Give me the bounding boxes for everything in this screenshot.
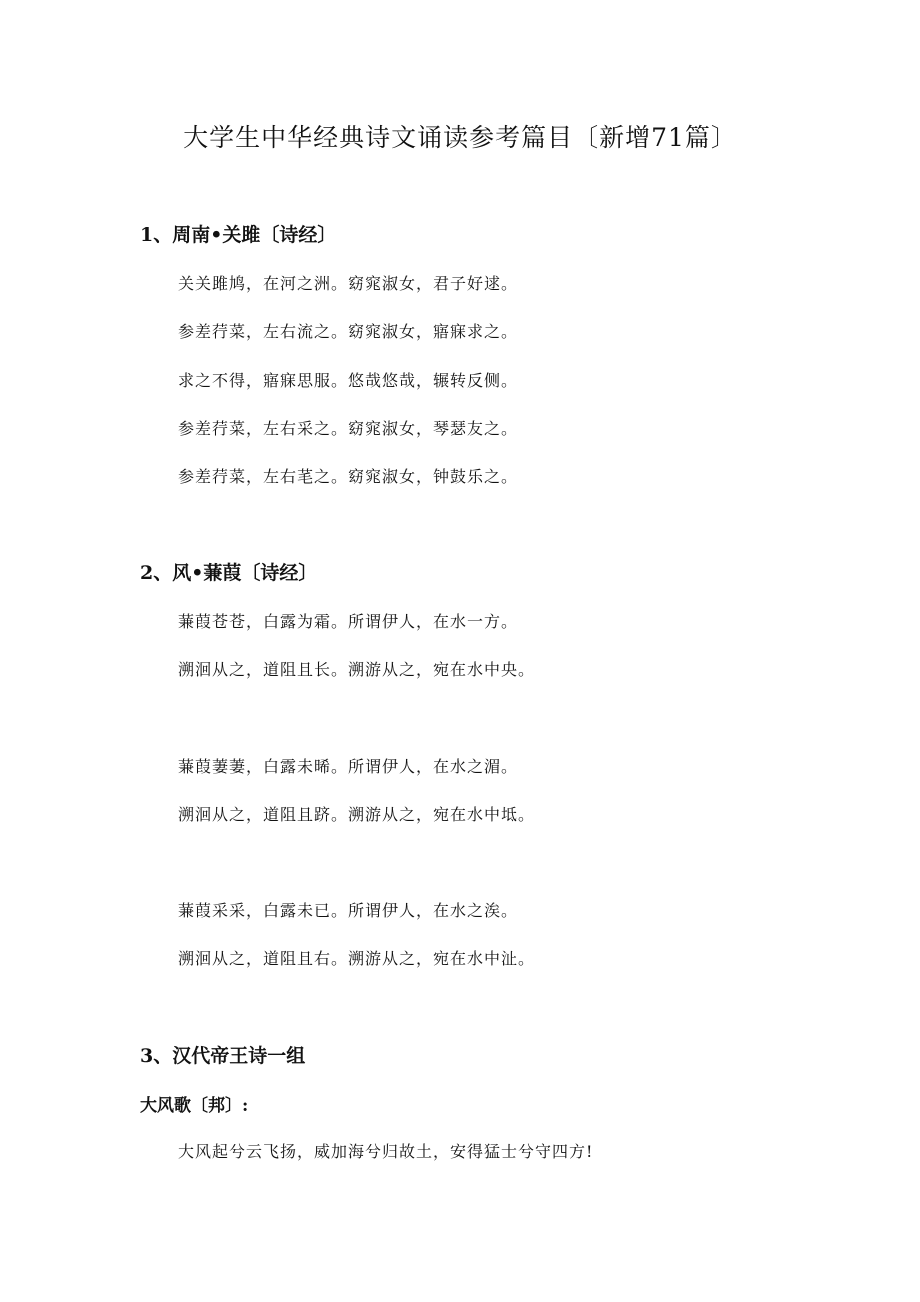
verse-line: 大风起兮云飞扬，威加海兮归故土，安得猛士兮守四方! (178, 1142, 594, 1161)
verse-line: 关关雎鸠，在河之洲。窈窕淑女，君子好逑。 (178, 274, 519, 293)
verse-line: 参差荇菜，左右采之。窈窕淑女，琴瑟友之。 (178, 419, 519, 438)
verse-line: 蒹葭苍苍，白露为霜。所谓伊人，在水一方。 (178, 612, 519, 631)
document-title: 大学生中华经典诗文诵读参考篇目〔新增71篇〕 (183, 123, 737, 152)
verse-line: 求之不得，寤寐思服。悠哉悠哉，辗转反侧。 (178, 371, 519, 390)
section-heading-jianjia: 2、风•蒹葭〔诗经〕 (140, 562, 318, 584)
verse-line: 溯洄从之，道阻且跻。溯游从之，宛在水中坻。 (178, 805, 536, 824)
verse-line: 参差荇菜，左右芼之。窈窕淑女，钟鼓乐之。 (178, 467, 519, 486)
section-heading-han-emperors: 3、汉代帝王诗一组 (140, 1045, 306, 1067)
verse-line: 参差荇菜，左右流之。窈窕淑女，寤寐求之。 (178, 322, 519, 341)
verse-line: 蒹葭萋萋，白露未晞。所谓伊人，在水之湄。 (178, 757, 519, 776)
verse-line: 溯洄从之，道阻且长。溯游从之，宛在水中央。 (178, 660, 536, 679)
verse-line: 溯洄从之，道阻且右。溯游从之，宛在水中沚。 (178, 949, 536, 968)
section-heading-guanju: 1、周南•关雎〔诗经〕 (140, 224, 337, 246)
verse-line: 蒹葭采采，白露未已。所谓伊人，在水之涘。 (178, 901, 519, 920)
subheading-dafengge: 大风歌〔邦〕: (140, 1096, 249, 1116)
